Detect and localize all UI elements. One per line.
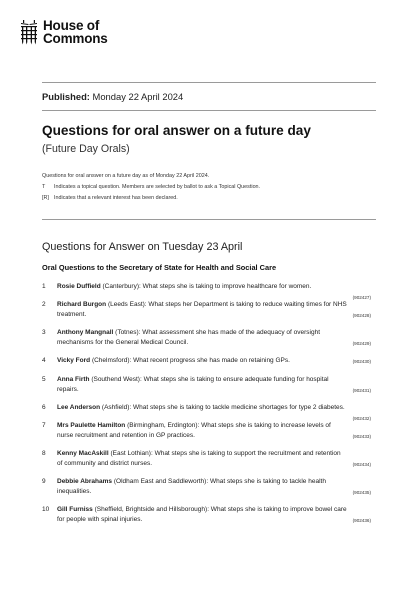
question-ref: (902436): [352, 518, 371, 523]
question-constituency: (Canterbury):: [102, 283, 141, 290]
published-divider: [42, 110, 376, 111]
question-member: Debbie Abrahams: [57, 478, 113, 485]
question-item: [42, 282, 371, 300]
question-number: 10: [42, 506, 50, 513]
question-text: What steps she is taking to tackle medicine shortages for type 2 diabetes.: [131, 404, 345, 411]
question-number: 8: [42, 450, 46, 457]
question-text: What recent progress she has made on retaining GPs.: [131, 357, 290, 364]
page-title: Questions for oral answer on a future day: [42, 123, 311, 138]
question-text: What steps her Department is taking to reduce waiting times for NHS treatment.: [57, 301, 347, 318]
published-label: Published:: [42, 91, 90, 102]
question-number: 9: [42, 478, 46, 485]
question-ref: (902430): [352, 359, 371, 364]
questions-list: [42, 282, 371, 525]
question-text: What steps she is taking to increase levels of nurse recruitment and retention in GP practices.: [57, 422, 331, 439]
question-member: Vicky Ford: [57, 357, 91, 364]
question-number: 1: [42, 283, 46, 290]
question-constituency: (Oldham East and Saddleworth):: [113, 478, 209, 485]
page-subtitle: (Future Day Orals): [42, 143, 130, 155]
question-member: Mrs Paulette Hamilton: [57, 422, 126, 429]
logo-line-2: Commons: [43, 30, 108, 46]
question-member: Lee Anderson: [57, 404, 101, 411]
legend-row-topical: [42, 182, 260, 193]
question-number: 2: [42, 301, 46, 308]
question-constituency: (Chelmsford):: [91, 357, 132, 364]
question-member: Anna Firth: [57, 376, 90, 383]
top-divider: [42, 82, 376, 83]
question-member: Kenny MacAskill: [57, 450, 109, 457]
question-text: What steps she is taking to tackle health inequalities.: [57, 478, 326, 495]
intro-divider: [42, 219, 376, 220]
question-constituency: (Leeds East):: [107, 301, 147, 308]
legend-symbol: [R]: [42, 195, 49, 201]
question-item: [42, 300, 371, 320]
legend-text: Indicates that a relevant interest has been declared.: [54, 195, 178, 201]
question-text: What steps she is taking to ensure adequate funding for hospital repairs.: [57, 376, 329, 393]
legend-row-interest: [42, 193, 260, 204]
question-constituency: (Ashfield):: [101, 404, 132, 411]
section-subheading: Oral Questions to the Secretary of State for Health and Social Care: [42, 263, 277, 272]
question-number: 7: [42, 422, 46, 429]
published-date: Monday 22 April 2024: [92, 91, 184, 102]
question-item: [42, 356, 371, 366]
question-ref: (902434): [352, 462, 371, 467]
section-heading: Questions for Answer on Tuesday 23 April: [42, 241, 243, 253]
question-item: [42, 403, 371, 421]
question-constituency: (East Lothian):: [110, 450, 153, 457]
question-constituency: (Birmingham, Erdington):: [127, 422, 200, 429]
question-ref: (902431): [352, 388, 371, 393]
legend-symbol: T: [42, 184, 46, 190]
published-line: [42, 91, 183, 102]
question-ref: (902427): [352, 295, 371, 300]
question-item: [42, 375, 371, 395]
question-constituency: (Totnes):: [115, 329, 141, 336]
question-member: Rosie Duffield: [57, 283, 101, 290]
question-text: What assessment she has made of the adequacy of oversight mechanisms for the General Medical Council.: [57, 329, 321, 346]
question-text: What steps she is taking to improve healthcare for women.: [140, 283, 312, 290]
house-of-commons-logo: [19, 20, 108, 45]
question-item: [42, 449, 371, 469]
question-item: [42, 328, 371, 348]
logo-line-1: House of: [43, 18, 100, 33]
question-constituency: (Southend West):: [91, 376, 142, 383]
question-number: 4: [42, 357, 46, 364]
intro-block: [42, 171, 260, 204]
question-ref: (902429): [352, 341, 371, 346]
portcullis-icon: [19, 20, 39, 45]
question-constituency: (Sheffield, Brightside and Hillsborough):: [94, 506, 209, 513]
question-ref: (902428): [352, 313, 371, 318]
question-member: Anthony Mangnall: [57, 329, 114, 336]
question-text: What steps she is taking to support the recruitment and retention of community and district nurses.: [57, 450, 341, 467]
question-ref: (902433): [352, 434, 371, 439]
question-ref: (902435): [352, 490, 371, 495]
question-member: Gill Furniss: [57, 506, 93, 513]
question-number: 3: [42, 329, 46, 336]
question-item: [42, 505, 371, 525]
intro-text: Questions for oral answer on a future day as of Monday 22 April 2024.: [42, 173, 210, 179]
legend-text: Indicates a topical question. Members are selected by ballot to ask a Topical Question.: [54, 184, 261, 190]
question-number: 5: [42, 376, 46, 383]
question-ref: (902432): [352, 416, 371, 421]
question-number: 6: [42, 404, 46, 411]
question-text: What steps she is taking to improve bowel care for people with spinal injuries.: [57, 506, 347, 523]
question-member: Richard Burgon: [57, 301, 107, 308]
question-item: [42, 421, 371, 441]
question-item: [42, 477, 371, 497]
